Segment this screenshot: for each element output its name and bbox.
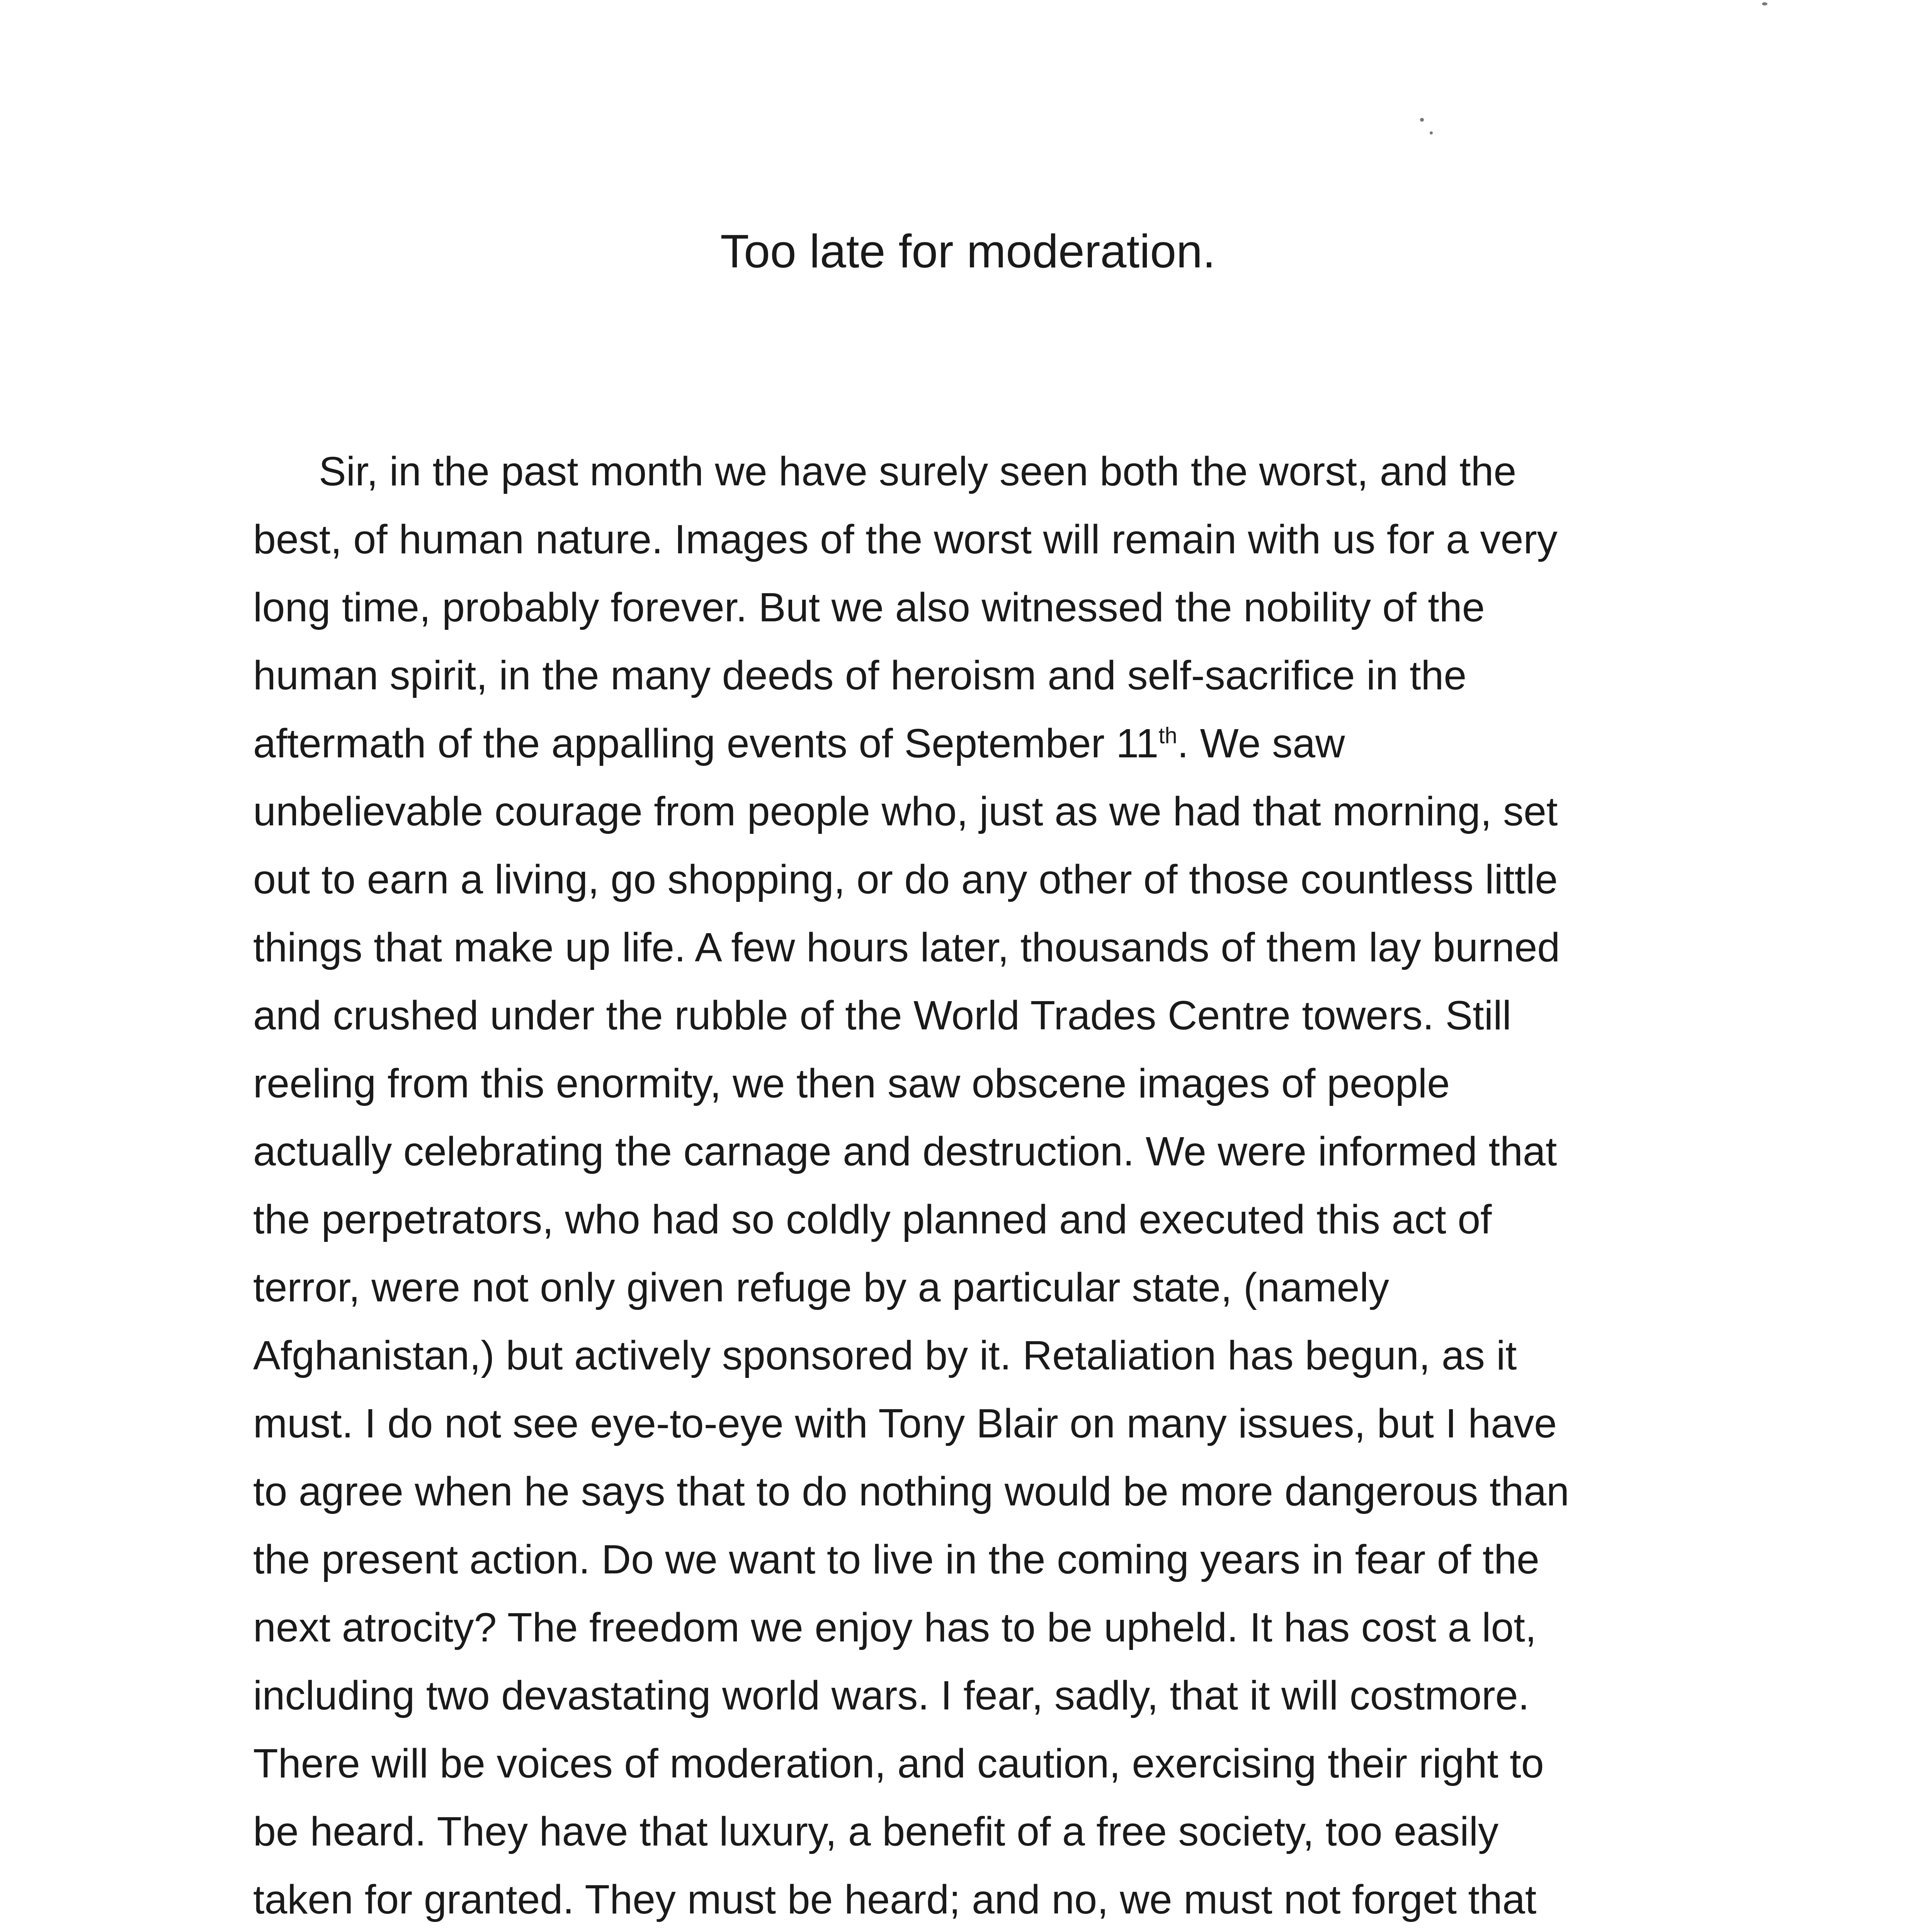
text-line: the perpetrators, who had so coldly planned and executed this act of — [253, 1197, 1492, 1242]
text-line: the present action. Do we want to live in the coming years in fear of the — [253, 1537, 1540, 1582]
scan-speck — [1430, 131, 1433, 134]
text-line: terror, were not only given refuge by a particular state, (namely — [253, 1265, 1389, 1310]
text-line: next atrocity? The freedom we enjoy has to be upheld. It has cost a lot, — [253, 1605, 1537, 1650]
text-line: Afghanistan,) but actively sponsored by it. Retaliation has begun, as it — [253, 1333, 1517, 1378]
scan-speck — [1420, 118, 1424, 122]
text-line-segment: . We saw — [1177, 721, 1345, 766]
text-line: taken for granted. They must be heard; and no, we must not forget that — [253, 1877, 1537, 1922]
text-line: There will be voices of moderation, and caution, exercising their right to — [253, 1741, 1544, 1786]
text-line — [253, 713, 1345, 774]
ordinal-suffix: th — [1158, 723, 1177, 748]
text-line: reeling from this enormity, we then saw obscene images of people — [253, 1061, 1450, 1106]
text-line-segment: aftermath of the appalling events of September 11 — [253, 721, 1159, 766]
text-line: long time, probably forever. But we also witnessed the nobility of the — [253, 585, 1485, 630]
document-title: Too late for moderation. — [720, 225, 1216, 277]
text-line: including two devastating world wars. I fear, sadly, that it will costmore. — [253, 1673, 1530, 1718]
text-line: things that make up life. A few hours later, thousands of them lay burned — [253, 925, 1560, 970]
text-line: best, of human nature. Images of the worst will remain with us for a very — [253, 517, 1558, 562]
text-line: actually celebrating the carnage and destruction. We were informed that — [253, 1129, 1557, 1174]
text-line: to agree when he says that to do nothing would be more dangerous than — [253, 1469, 1570, 1514]
text-line: unbelievable courage from people who, just as we had that morning, set — [253, 789, 1558, 834]
text-line: must. I do not see eye-to-eye with Tony Blair on many issues, but I have — [253, 1401, 1557, 1446]
text-line: out to earn a living, go shopping, or do any other of those countless little — [253, 857, 1558, 902]
scan-speck — [1762, 2, 1767, 5]
text-line: human spirit, in the many deeds of heroism and self-sacrifice in the — [253, 653, 1467, 698]
text-line: Sir, in the past month we have surely seen both the worst, and the — [319, 449, 1517, 494]
text-line: be heard. They have that luxury, a benefit of a free society, too easily — [253, 1809, 1499, 1854]
text-line: and crushed under the rubble of the World Trades Centre towers. Still — [253, 993, 1512, 1038]
